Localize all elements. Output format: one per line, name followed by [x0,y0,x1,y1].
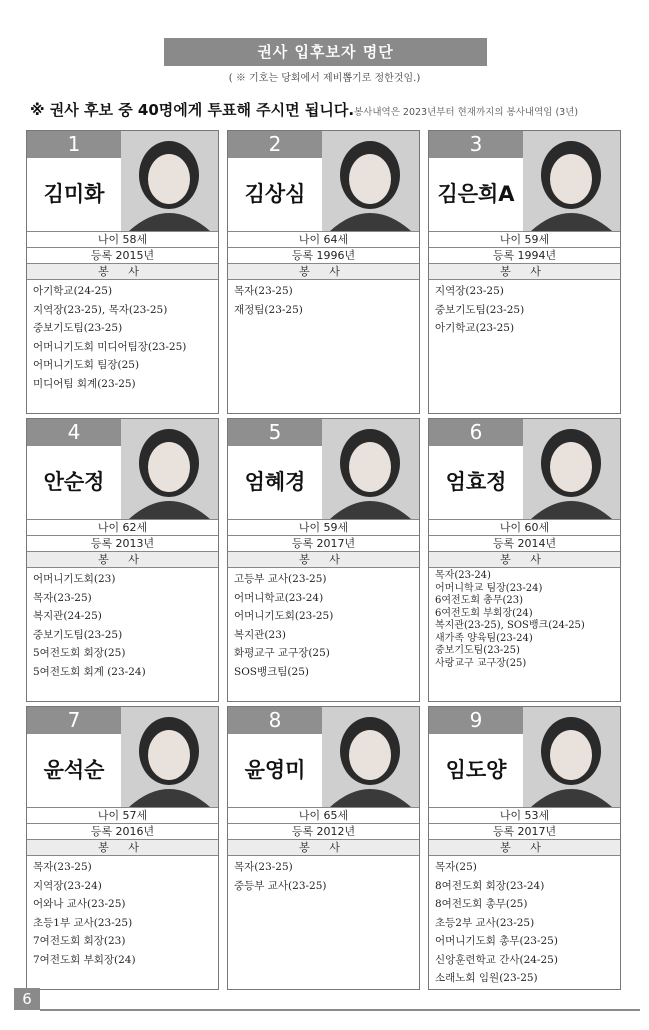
service-list [234,570,416,681]
candidate-number: 8 [228,707,322,734]
candidate-card [26,418,219,702]
service-item: 신앙훈련학교 간사(24-25) [435,953,558,966]
service-list [234,282,416,319]
service-item: 목자(23-25) [234,861,293,873]
service-item: 5여전도회 회계 (23-24) [33,665,146,678]
candidate-name: 김은희A [437,182,515,206]
candidate-card [428,706,621,990]
service-item: 재정팀(23-25) [234,303,303,316]
service-period-note: 봉사내역은 2023년부터 현재까지의 봉사내역임 (3년) [354,107,579,118]
service-item: 어머니기도회 팀장(25) [33,359,140,371]
service-item: 목자(25) [435,861,477,873]
service-item: 사랑교구 교구장(25) [435,657,527,669]
voting-notice: ※ 권사 후보 중 40명에게 투표해 주시면 됩니다. [30,101,355,119]
candidate-photo [523,419,620,519]
candidate-number: 3 [429,131,523,158]
divider [27,279,218,280]
service-item: 초등1부 교사(23-25) [33,916,133,929]
candidate-photo [121,419,218,519]
candidate-card [227,706,420,990]
service-item: 목자(23-24) [435,570,491,581]
service-list [33,858,215,969]
service-item: 7여전도회 부회장(24) [33,953,136,966]
candidate-age: 나이 53세 [429,807,620,824]
service-header: 봉 사 [429,263,620,280]
candidate-name: 김미화 [43,182,105,206]
candidate-name: 엄혜경 [244,470,306,494]
service-header: 봉 사 [429,551,620,568]
service-item: 미디어팀 회계(23-25) [33,377,136,390]
candidate-registration-year: 등록 1994년 [429,247,620,264]
service-item: 어머니학교 팀장(23-24) [435,582,543,594]
candidate-photo [322,707,419,807]
page-subtitle: ( ※ 기호는 당회에서 제비뽑기로 정한것임.) [228,73,421,84]
candidate-card [428,130,621,414]
candidate-name: 엄효정 [445,470,507,494]
service-item: 6여전도회 부회장(24) [435,607,533,619]
candidate-registration-year: 등록 1996년 [228,247,419,264]
service-item: 지역장(23-24) [33,879,102,892]
service-header: 봉 사 [228,263,419,280]
candidate-age: 나이 60세 [429,519,620,536]
candidate-age: 나이 64세 [228,231,419,248]
candidate-number: 2 [228,131,322,158]
candidate-registration-year: 등록 2014년 [429,535,620,552]
candidate-registration-year: 등록 2013년 [27,535,218,552]
candidate-photo [322,131,419,231]
service-list [33,570,215,681]
candidate-card [428,418,621,702]
service-item: 목자(23-25) [33,591,92,604]
page-title: 권사 입후보자 명단 [164,38,487,66]
service-item: 7여전도회 회장(23) [33,935,126,947]
service-header: 봉 사 [228,551,419,568]
candidate-photo [121,707,218,807]
service-item: 지역장(23-25), 목자(23-25) [33,303,168,316]
service-item: 어머니기도회(23-25) [234,610,334,622]
candidate-name: 윤석순 [43,758,105,782]
candidate-name: 윤영미 [244,758,306,782]
divider [429,279,620,280]
service-item: 8여전도회 총무(25) [435,898,528,910]
service-item: 어머니기도회 총무(23-25) [435,935,558,947]
divider [27,855,218,856]
service-item: SOS뱅크팀(25) [234,665,309,678]
candidate-card [227,130,420,414]
service-item: 6여전도회 총무(23) [435,595,524,606]
service-item: 화평교구 교구장(25) [234,647,330,659]
candidate-number: 9 [429,707,523,734]
service-header: 봉 사 [429,839,620,856]
candidate-name: 김상심 [244,182,306,206]
candidate-age: 나이 65세 [228,807,419,824]
candidate-photo [523,707,620,807]
divider [228,279,419,280]
service-item: 어와나 교사(23-25) [33,898,126,910]
service-item: 8여전도회 회장(23-24) [435,879,545,892]
service-item: 중보기도팀(23-25) [33,322,123,334]
service-item: 지역장(23-25) [435,285,504,297]
service-item: 아기학교(23-25) [435,322,515,334]
service-item: 중보기도팀(23-25) [435,645,520,656]
candidate-card [26,130,219,414]
divider [228,855,419,856]
service-item: 초등2부 교사(23-25) [435,916,535,929]
service-item: 복지관(23) [234,628,286,641]
service-item: 목자(23-25) [234,285,293,297]
service-item: 목자(23-25) [33,861,92,873]
service-item: 새가족 양육팀(23-24) [435,632,533,644]
service-item: 복지관(23-25), SOS뱅크(24-25) [435,620,585,631]
service-item: 소래노회 임원(23-25) [435,972,538,984]
service-item: 어머니기도회 미디어팀장(23-25) [33,340,187,353]
candidate-age: 나이 62세 [27,519,218,536]
service-header: 봉 사 [228,839,419,856]
candidate-registration-year: 등록 2017년 [429,823,620,840]
candidate-number: 4 [27,419,121,446]
candidate-card [227,418,420,702]
candidate-number: 6 [429,419,523,446]
service-item: 어머니학교(23-24) [234,591,324,604]
divider [228,567,419,568]
candidate-photo [121,131,218,231]
service-header: 봉 사 [27,263,218,280]
service-list [435,858,617,988]
service-item: 중보기도팀(23-25) [33,628,123,641]
candidate-photo [322,419,419,519]
candidate-registration-year: 등록 2016년 [27,823,218,840]
service-item: 5여전도회 회장(25) [33,647,126,659]
candidate-registration-year: 등록 2012년 [228,823,419,840]
service-item: 중등부 교사(23-25) [234,879,327,892]
divider [429,567,620,568]
divider [27,567,218,568]
service-header: 봉 사 [27,551,218,568]
service-item: 어머니기도회(23) [33,573,116,585]
candidate-name: 안순정 [43,470,105,494]
candidate-age: 나이 59세 [429,231,620,248]
candidate-age: 나이 58세 [27,231,218,248]
service-item: 고등부 교사(23-25) [234,573,327,585]
candidate-age: 나이 59세 [228,519,419,536]
candidate-number: 5 [228,419,322,446]
footer-divider [40,1009,640,1011]
divider [429,855,620,856]
candidate-name: 임도양 [445,758,507,782]
candidate-number: 1 [27,131,121,158]
candidate-card [26,706,219,990]
candidate-number: 7 [27,707,121,734]
candidate-registration-year: 등록 2017년 [228,535,419,552]
service-item: 중보기도팀(23-25) [435,303,525,316]
service-item: 복지관(24-25) [33,610,102,622]
service-list [33,282,215,393]
page-number: 6 [14,988,40,1010]
service-item: 아기학교(24-25) [33,285,113,297]
service-list [435,570,617,670]
candidate-registration-year: 등록 2015년 [27,247,218,264]
candidate-photo [523,131,620,231]
service-list [234,858,416,895]
service-list [435,282,617,338]
service-header: 봉 사 [27,839,218,856]
candidate-age: 나이 57세 [27,807,218,824]
